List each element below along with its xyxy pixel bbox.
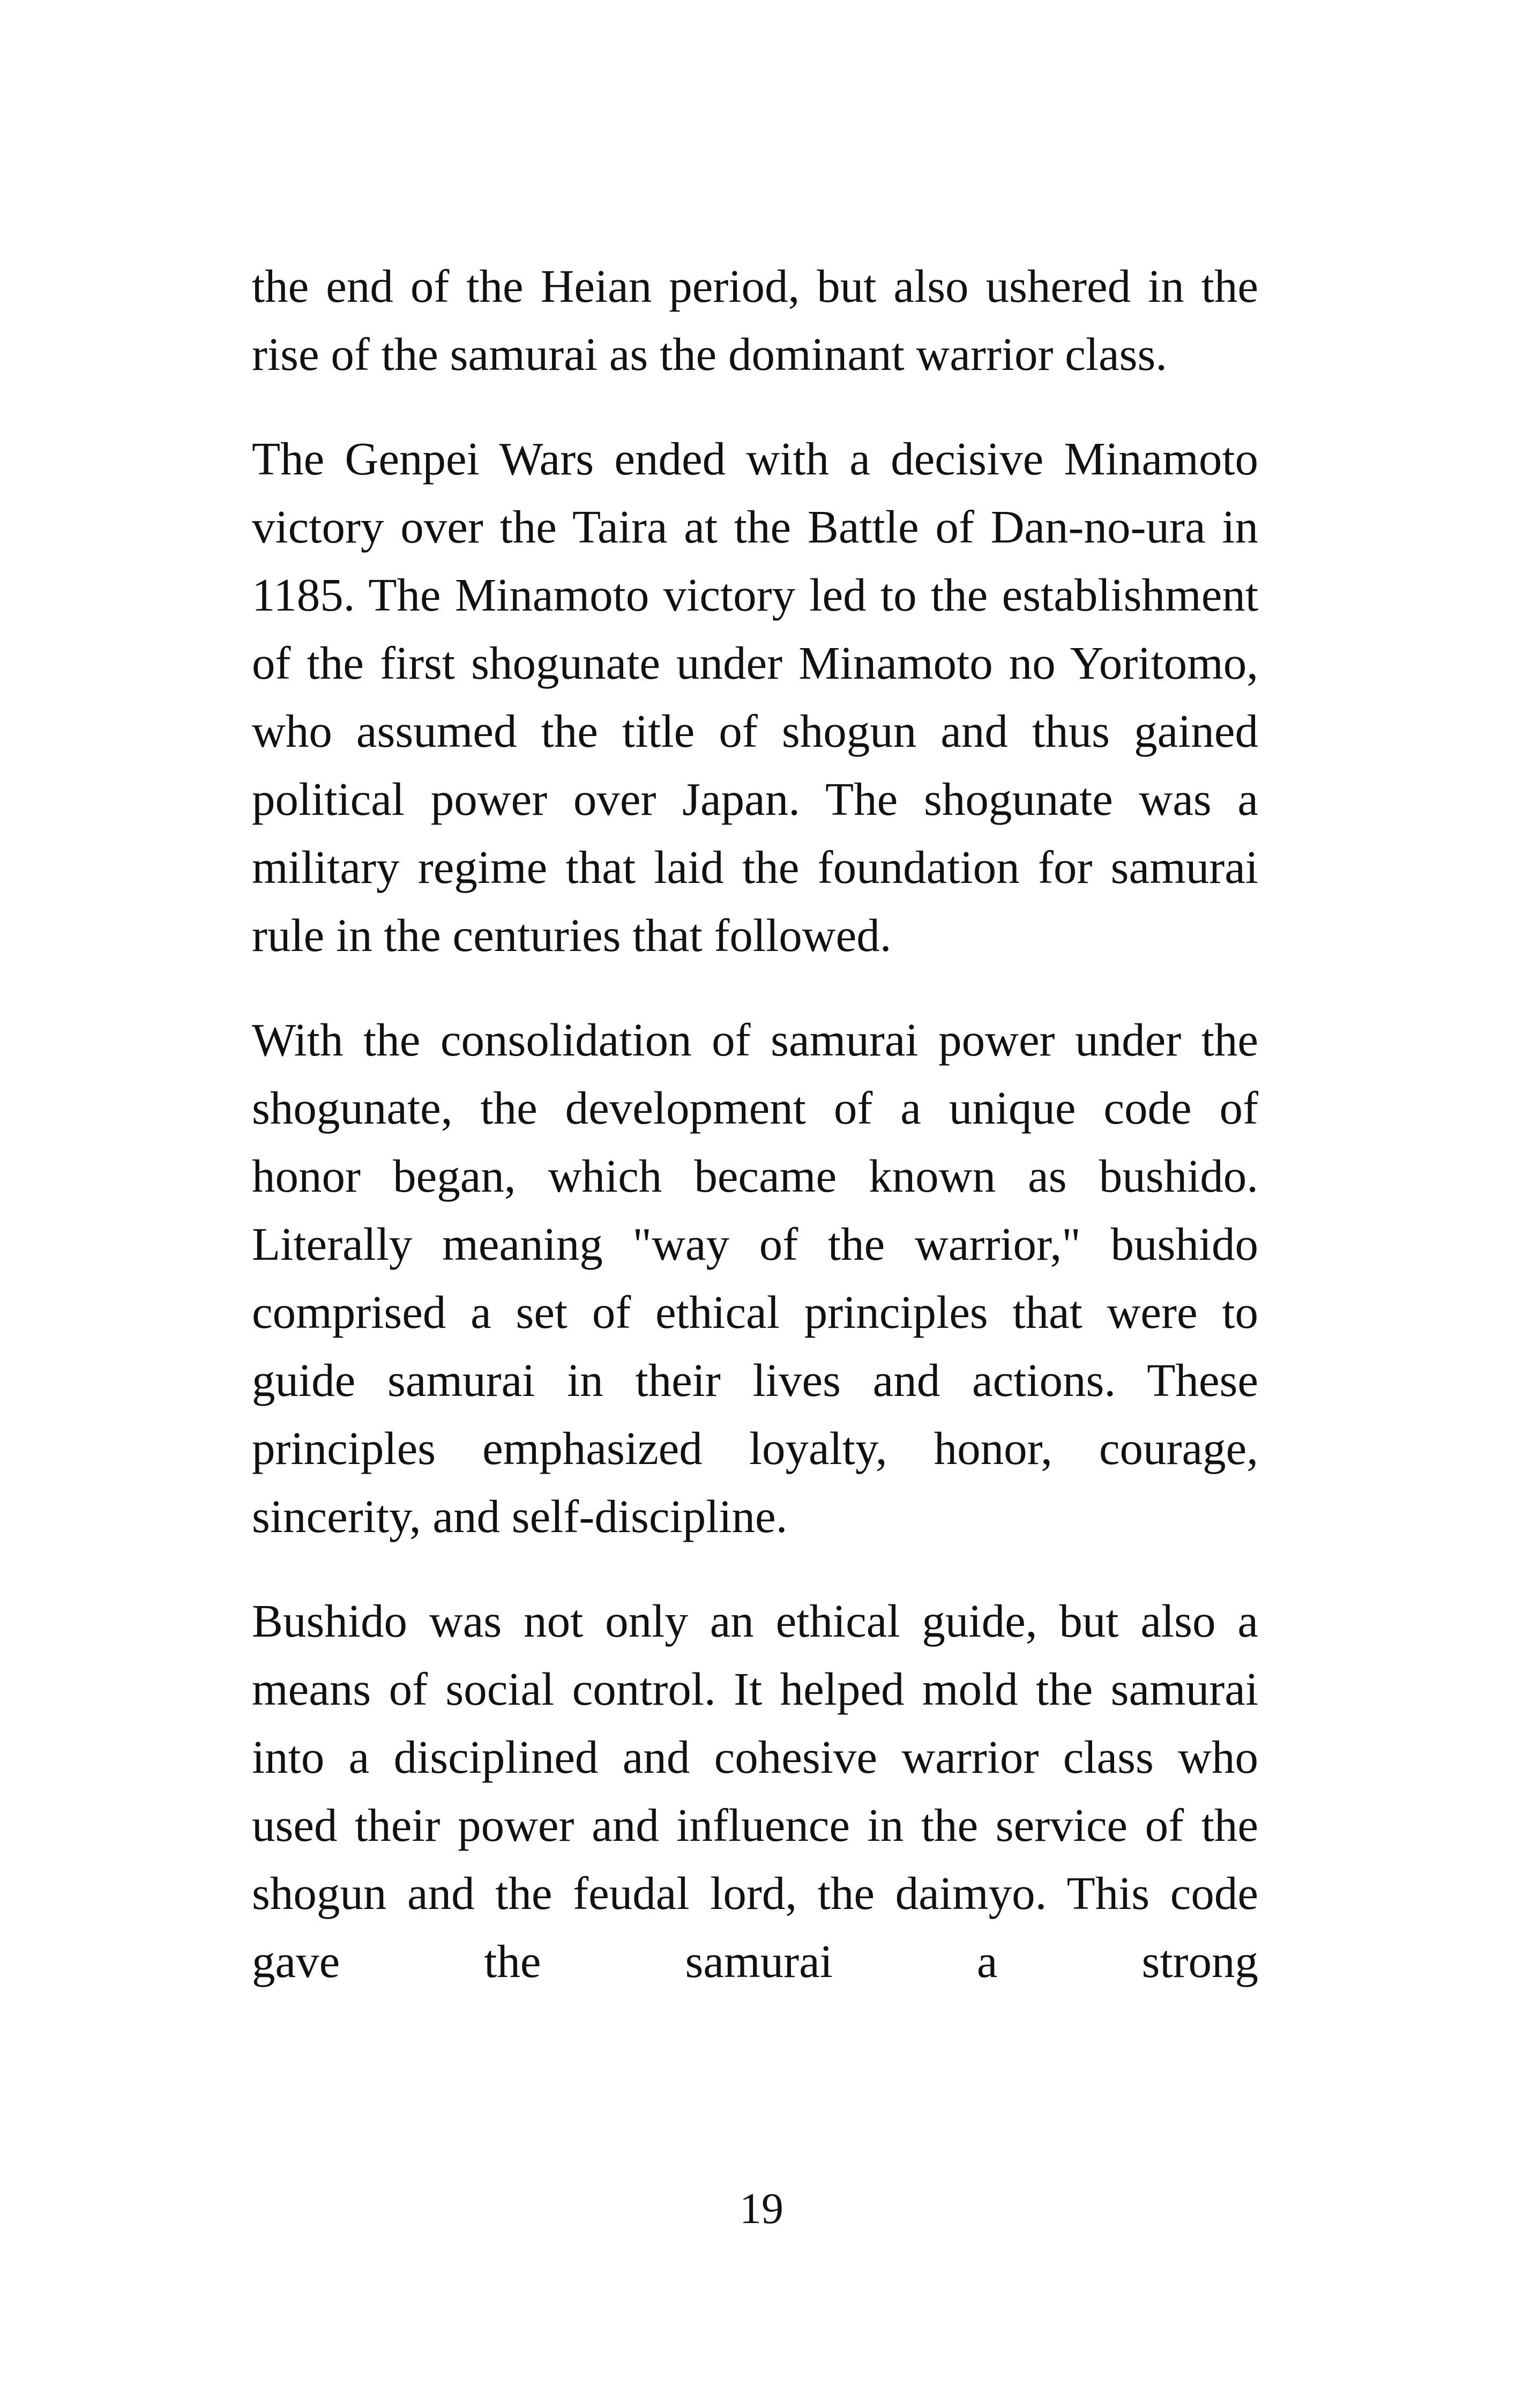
paragraph-2: The Genpei Wars ended with a decisive Minamoto victory over the Taira at the Battle of Dan-no-ura in 1185. The Minamoto victory led to the establishment of the first shogunate under Minamoto no Yoritomo, who assumed the title of shogun and thus gained political power over Japan. The shogunate was a military regime that laid the foundation for samurai rule in the centuries that followed. — [252, 433, 1258, 961]
page-number: 19 — [740, 2184, 783, 2233]
paragraph-4: Bushido was not only an ethical guide, but also a means of social control. It helped mold the samurai into a disciplined and cohesive warrior class who used their power and influence in the service of the shogun and the feudal lord, the daimyo. This code gave the samurai a strong — [252, 1595, 1258, 1987]
paragraph-3: With the consolidation of samurai power under the shogunate, the development of a unique code of honor began, which became known as bushido. Literally meaning "way of the warrior," bushido comprised a set of ethical principles that were to guide samurai in their lives and actions. These principles emphasized loyalty, honor, courage, sincerity, and self-discipline. — [252, 1014, 1258, 1542]
paragraph-1: the end of the Heian period, but also ushered in the rise of the samurai as the dominant warrior class. — [252, 260, 1258, 380]
body-text — [252, 252, 1258, 1995]
